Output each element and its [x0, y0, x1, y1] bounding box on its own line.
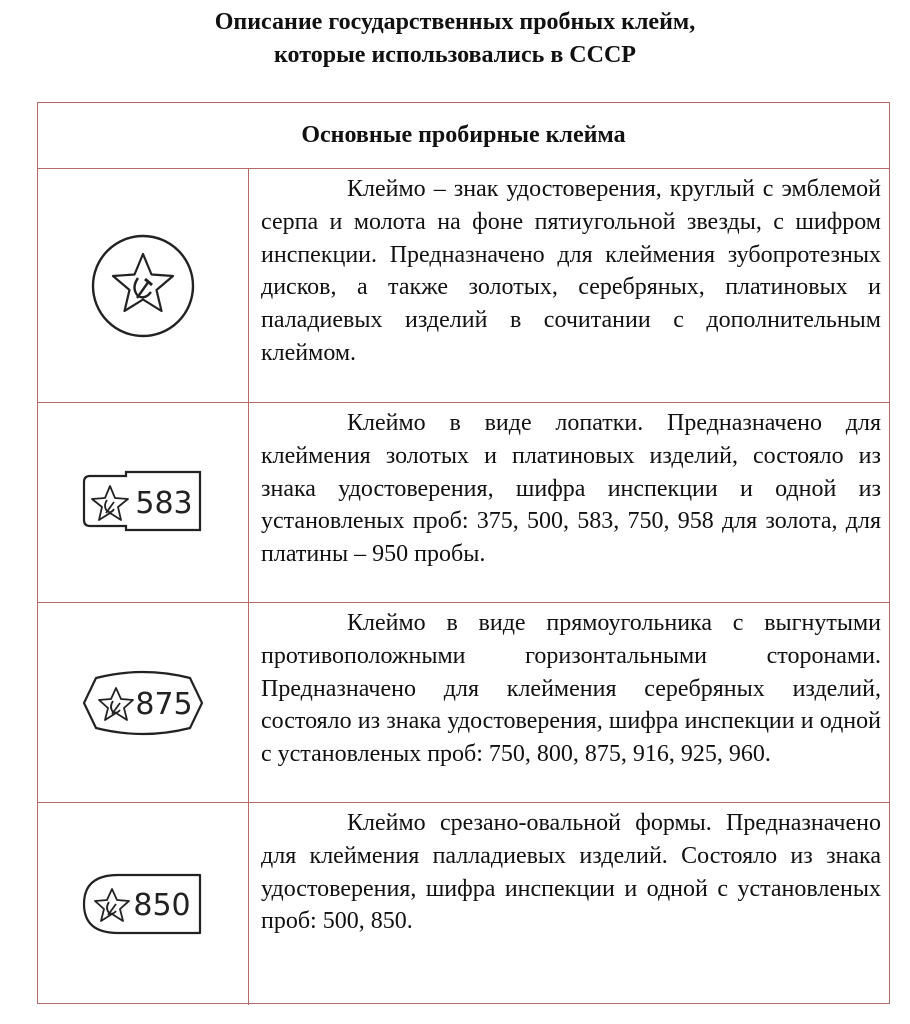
page-title-line-1: Описание государственных пробных клейм, [214, 9, 696, 35]
hallmarks-table [37, 102, 890, 1004]
oval-stamp-icon [78, 869, 208, 939]
stamp-description: Клеймо в виде прямоугольника с выгнутыми противоположными горизонтальными сторонами. Предназначено для клеймения серебряных изделий, состояло из знака удостоверения, шифра инспекции и одной с установленых проб: 750, 800, 875, 916, 925, 960. [261, 610, 881, 768]
table-row-spade-stamp [38, 403, 889, 603]
rectangle-stamp-icon [78, 668, 208, 738]
round-stamp-icon [83, 226, 203, 346]
stamp-number: 583 [135, 485, 193, 521]
table-row-rectangle-stamp [38, 603, 889, 803]
stamp-image-cell [38, 803, 249, 1005]
stamp-image-cell [38, 603, 249, 802]
stamp-number: 850 [133, 888, 191, 923]
table-header: Основные пробирные клейма [38, 103, 889, 169]
stamp-description: Клеймо в виде лопатки. Предназначено для клеймения золотых и платиновых изделий, состояло из знака удостоверения, шифра инспекции и одной из установленых проб: 375, 500, 583, 750, 958 для золота, для платины – 950 пробы. [261, 410, 881, 568]
table-row-oval-stamp [38, 803, 889, 1005]
stamp-image-cell [38, 403, 249, 602]
table-row-round-stamp [38, 169, 889, 403]
spade-stamp-icon [78, 468, 208, 538]
stamp-description: Клеймо срезано-овальной формы. Предназначено для клеймения палладиевых изделий. Состояло из знака удостоверения, шифра инспекции и одной с установленых проб: 500, 850. [261, 810, 881, 935]
page-title [0, 6, 910, 72]
stamp-description: Клеймо – знак удостоверения, круглый с эмблемой серпа и молота на фоне пятиугольной звезды, с шифром инспекции. Предназначено для клеймения зубопротезных дисков, а также золотых, серебряных, платиновых и паладиевых изделий в сочитании с дополнительным клеймом. [261, 176, 881, 366]
page-title-line-2: которые использовались в СССР [274, 42, 636, 68]
stamp-image-cell [38, 169, 249, 402]
stamp-number: 875 [135, 686, 193, 722]
